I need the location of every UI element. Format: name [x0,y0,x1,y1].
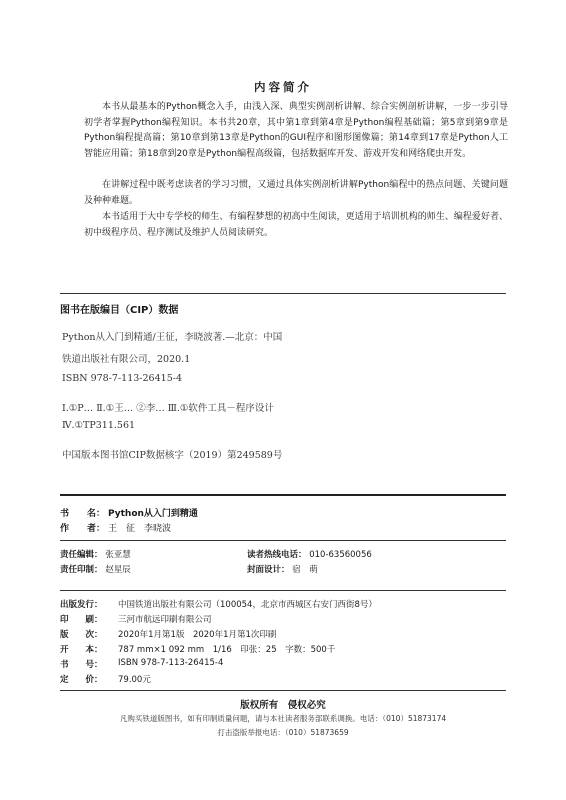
price-label: 定 价： [60,675,103,685]
intro-paragraph-1: 本书从最基本的Python概念入手，由浅入深、典型实例剖析讲解、综合实例剖析讲解，一步一步引导初学者掌握Python编程知识。本书共20章，其中第1章到第4章是Python编程基础篇；第5章到第9章是Python编程提高篇；第10章到第13章是Python的GUI程序和图形图像篇；第14章到17章是Python人工智能应用篇；第18章到20章是Python编程高级篇，包括数据库开发、游戏开发和网络爬虫开发。 [84,102,508,159]
print-label: 责任印制： [60,565,103,575]
cover-value: 宿 萌 [292,565,318,575]
printer-row [60,613,212,625]
cip-line-2: 铁道出版社有限公司，2020.1 [62,354,191,365]
rights-line-2: 打击盗版举报电话：（010）51873659 [217,728,349,737]
printer-value: 三河市航远印刷有限公司 [118,615,212,625]
hotline-value: 010-63560056 [309,550,372,560]
edition-value: 2020年1月第1版 2020年1月第1次印刷 [118,630,277,640]
book-title-row [60,506,198,519]
publisher-row [60,598,377,610]
editor-value: 张亚慧 [105,550,131,560]
edition-label: 版 次： [60,630,103,640]
editor-row [60,548,131,560]
hotline-row [247,548,372,560]
rights-title: 版权所有 侵权必究 [240,700,326,711]
book-info-rule [60,494,506,496]
intro-paragraph-3: 本书适用于大中专学校的师生、有编程梦想的初高中生阅读，更适用于培训机构的师生、编程爱好者、初中级程序员、程序测试及维护人员阅读研究。 [84,212,508,238]
cover-row [247,563,318,575]
cip-top-rule [60,293,506,294]
price-value: 79.00元 [118,675,151,685]
cip-title: 图书在版编目（CIP）数据 [60,305,179,316]
cip-line-6: 中国版本图书馆CIP数据核字（2019）第249589号 [62,450,283,461]
intro-paragraph-2: 在讲解过程中既考虑读者的学习习惯，又通过具体实例剖析讲解Python编程中的热点问题、关键问题及种种难题。 [84,180,508,206]
edition-row [60,628,276,640]
isbn-value: ISBN 978-7-113-26415-4 [118,658,224,668]
price-row [60,673,151,685]
rights-line-1: 凡购买铁道版图书，如有印制质量问题，请与本社读者服务部联系调换。电话：（010）51873174 [119,714,447,723]
book-title-value: Python从入门到精通 [108,509,198,519]
editors-rule [60,540,506,541]
cip-line-1: Python从入门到精通/王征，李晓波著.—北京：中国 [62,332,283,343]
publisher-value: 中国铁道出版社有限公司（100054，北京市西城区右安门西街8号） [118,600,377,610]
isbn-label: 书 号： [60,660,103,670]
editor-label: 责任编辑： [60,550,103,560]
cip-line-3: ISBN 978-7-113-26415-4 [62,373,182,384]
book-author-value: 王 征 李晓波 [108,524,172,534]
print-row [60,563,131,575]
printer-label: 印 刷： [60,615,103,625]
print-value: 赵星辰 [105,565,131,575]
publisher-label: 出版发行： [60,600,103,610]
cover-label: 封面设计： [247,565,290,575]
rights-rule [60,690,506,691]
isbn-row [60,658,223,670]
format-row [60,643,335,655]
cip-line-5: Ⅳ.①TP311.561 [62,420,136,431]
book-author-row [60,521,171,534]
format-label: 开 本： [60,645,103,655]
intro-title: 内容简介 [254,80,312,94]
cip-line-4: Ⅰ.①P… Ⅱ.①王… ②李… Ⅲ.①软件工具－程序设计 [62,403,274,414]
hotline-label: 读者热线电话： [247,550,307,560]
book-author-label: 作 者： [60,524,106,534]
book-title-label: 书 名： [60,509,106,519]
format-value: 787 mm×1 092 mm 1/16 印张：25 字数：500千 [118,645,336,655]
publishing-rule [60,590,506,591]
